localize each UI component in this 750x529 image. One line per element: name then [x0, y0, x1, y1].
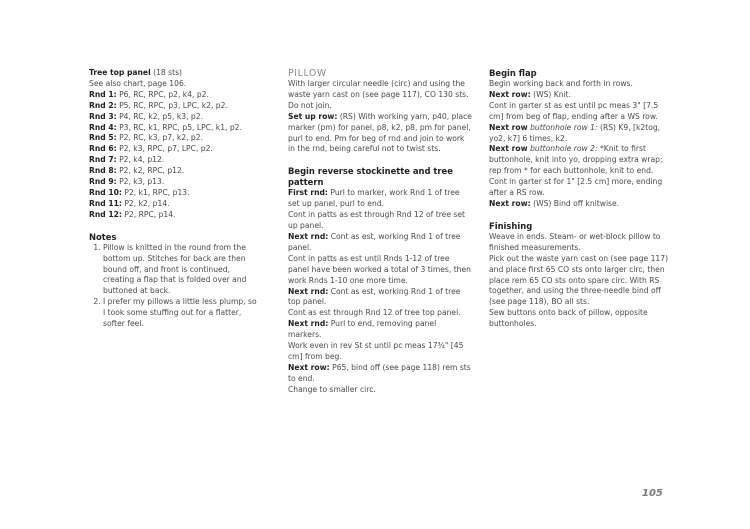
round-label: Rnd 10: — [89, 187, 122, 197]
round-10 — [89, 188, 259, 199]
note-item: 2. I prefer my pillows a little less plump, so I took some stuffing out for a flatter, softer feel. — [103, 297, 259, 330]
round-label: Rnd 11: — [89, 198, 122, 208]
round-text: P3, RC, k1, RPC, p5, LPC, k1, p2. — [116, 122, 242, 132]
round-label: Rnd 7: — [89, 155, 117, 165]
round-text: P2, k1, RPC, p13. — [121, 187, 190, 197]
round-text: P5, RC, RPC, p3, LPC, k2, p2. — [116, 100, 228, 110]
work-even: Work even in rev St st until pc meas 17¾" [45 cm] from beg. — [288, 341, 464, 361]
next-rnd-1: Next rnd: Cont as est, working Rnd 1 of tree panel. — [288, 231, 461, 252]
pillow-heading: PILLOW — [288, 68, 327, 79]
round-label: Rnd 6: — [89, 144, 117, 154]
buttonhole-row-2: Next row buttonhole row 2: *Knit to first buttonhole, knit into yo, dropping extra wrap; rep from * for each buttonhole, knit to end. — [489, 144, 663, 176]
round-1 — [89, 90, 259, 101]
round-9 — [89, 177, 259, 188]
rounds-list — [89, 90, 259, 221]
next-rnd-3: Next rnd: Purl to end, removing panel markers. — [288, 319, 437, 340]
next-row-knit: Next row: (WS) Knit. — [489, 89, 572, 99]
next-row-bindoff-knitwise: Next row: (WS) Bind off knitwise. — [489, 198, 620, 208]
round-6 — [89, 144, 259, 155]
round-text: P2, k4, p12. — [116, 155, 165, 165]
page-number: 105 — [642, 488, 663, 499]
cont-garter-2: Cont in garter st for 1" [2.5 cm] more, ending after a RS row. — [489, 177, 663, 198]
cont-patts-2: Cont in patts as est until Rnds 1-12 of tree panel have been worked a total of 3 times, then work Rnds 1-10 one more time. — [288, 253, 471, 285]
next-row-bindoff: Next row: P65, bind off (see page 118) rem sts to end. — [288, 362, 471, 383]
weave-in-ends: Weave in ends. Steam- or wet-block pillow to finished measurements. — [489, 231, 661, 252]
round-4 — [89, 123, 259, 134]
round-text: P6, RC, RPC, p2, k4, p2. — [116, 89, 209, 99]
round-label: Rnd 5: — [89, 133, 117, 143]
pick-out-waste-yarn: Pick out the waste yarn cast on (see page 117) and place first 65 CO sts onto larger circ, then place rem 65 CO sts onto spare circ. With RS together, and using the three-needle bind off (see page 118), BO all sts. — [489, 253, 669, 307]
round-text: P2, k2, RPC, p12. — [116, 166, 185, 176]
round-label: Rnd 9: — [89, 177, 117, 187]
round-7 — [89, 155, 259, 166]
finishing-heading: Finishing — [489, 220, 533, 231]
round-text: P2, RC, k3, p7, k2, p2. — [116, 133, 203, 143]
setup-row: Set up row: (RS) With working yarn, p40, place marker (pm) for panel, p8, k2, p8, pm for panel, purl to end. Pm for beg of rnd and join to work in the rnd, being careful not to twist sts. — [288, 111, 472, 154]
first-rnd: First rnd: Purl to marker, work Rnd 1 of tree set up panel, purl to end. — [288, 188, 460, 209]
round-label: Rnd 12: — [89, 209, 122, 219]
round-text: P4, RC, k2, p5, k3, p2. — [116, 111, 203, 121]
reverse-stockinette-heading: Begin reverse stockinette and tree pattern — [288, 166, 453, 188]
round-2 — [89, 101, 259, 112]
round-label: Rnd 8: — [89, 166, 117, 176]
flap-intro: Begin working back and forth in rows. — [489, 79, 633, 88]
round-text: P2, k3, RPC, p7, LPC, p2. — [116, 144, 213, 154]
buttonhole-row-1: Next row buttonhole row 1: (RS) K9, [k2tog, yo2, k7] 6 times, k2. — [489, 122, 661, 143]
notes-list — [89, 243, 259, 330]
column-right — [489, 68, 673, 330]
round-11 — [89, 199, 259, 210]
round-text: P2, k2, p14. — [121, 198, 170, 208]
round-label: Rnd 1: — [89, 89, 117, 99]
round-text: P2, RPC, p14. — [121, 209, 176, 219]
round-label: Rnd 3: — [89, 111, 117, 121]
column-left — [89, 68, 259, 330]
column-middle — [288, 68, 472, 396]
round-3 — [89, 112, 259, 123]
round-label: Rnd 2: — [89, 100, 117, 110]
round-label: Rnd 4: — [89, 122, 117, 132]
cont-patts-3: Cont as est through Rnd 12 of tree top panel. — [288, 308, 461, 318]
see-chart-note: See also chart, page 106. — [89, 78, 187, 88]
round-5 — [89, 133, 259, 144]
cont-garter: Cont in garter st as est until pc meas 3" [7.5 cm] from beg of flap, ending after a WS row. — [489, 100, 659, 121]
change-circ: Change to smaller circ. — [288, 384, 376, 394]
round-12 — [89, 210, 259, 221]
round-8 — [89, 166, 259, 177]
pillow-intro: With larger circular needle (circ) and using the waste yarn cast on (see page 117), CO 130 sts. Do not join. — [288, 79, 469, 110]
cont-patts-1: Cont in patts as est through Rnd 12 of tree set up panel. — [288, 210, 466, 231]
notes-heading: Notes — [89, 231, 117, 242]
round-text: P2, k3, p13. — [116, 177, 165, 187]
sew-buttons: Sew buttons onto back of pillow, opposite buttonholes. — [489, 308, 648, 329]
next-rnd-2: Next rnd: Cont as est, working Rnd 1 of tree top panel. — [288, 286, 461, 307]
note-item: 1. Pillow is knitted in the round from the bottom up. Stitches for back are then bound off, and front is continued, creating a flap that is folded over and buttoned at back. — [103, 243, 259, 298]
tree-top-panel-title: Tree top panel (18 sts) — [89, 68, 182, 77]
begin-flap-heading: Begin flap — [489, 68, 537, 78]
